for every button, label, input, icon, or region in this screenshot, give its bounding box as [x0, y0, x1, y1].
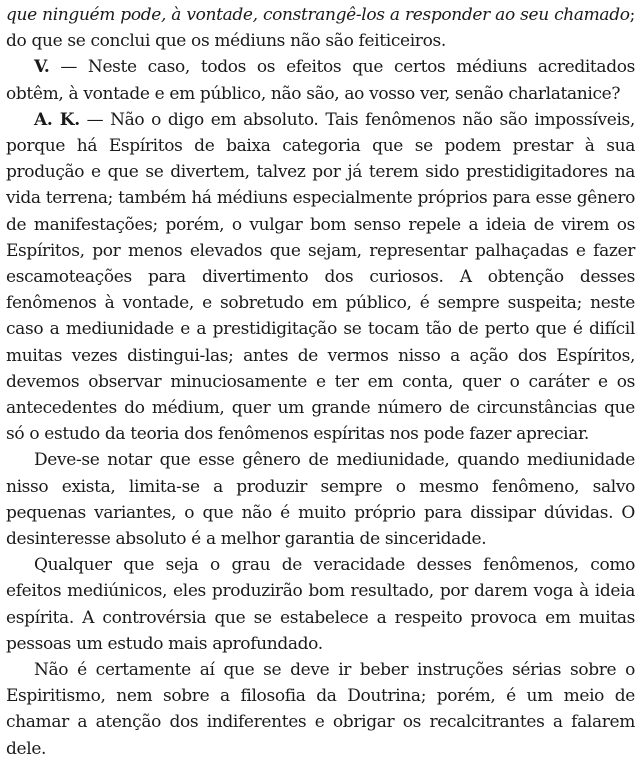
paragraph: Não é certamente aí que se deve ir beber instruções sérias sobre o Espiritismo, nem sobre a filosofia da Doutrina; porém, é um meio de chamar a atenção dos indiferentes e obrigar os recalcitrantes a falarem dele. — [6, 660, 635, 759]
italic-quote-text: que ninguém pode, à vontade, constrangê-los a responder ao seu chamado — [6, 5, 630, 25]
paragraph-text: — Neste caso, todos os efeitos que certos médiuns acreditados obtêm, à vontade e em público, não são, ao vosso ver, senão charlatanice? — [6, 57, 635, 104]
speaker-label: A. K. — [34, 109, 80, 130]
paragraph-text: ; do que se conclui que os médiuns não são feiticeiros. — [6, 5, 635, 52]
speaker-label: V. — [34, 57, 50, 78]
paragraph: Qualquer que seja o grau de veracidade desses fenômenos, como efeitos mediúnicos, eles produzirão bom resultado, por darem voga à ideia espírita. A controvérsia que se estabelece a respeito provoca em muitas pessoas um estudo mais aprofundado. — [6, 555, 635, 654]
dialogue-paragraph-v — [6, 54, 635, 106]
dialogue-paragraph-ak — [6, 107, 635, 448]
paragraph-text: — Não o digo em absoluto. Tais fenômenos não são impossíveis, porque há Espíritos de baixa categoria que se podem prestar à sua produção e que se divertem, talvez por já terem sido prestidigitadores na vida terrena; também há médiuns especialmente próprios para esse gênero de manifestações; porém, o vulgar bom senso repele a ideia de virem os Espíritos, por menos elevados que sejam, representar palhaçadas e fazer escamoteações para divertimento dos curiosos. A obtenção desses fenômenos à vontade, e sobretudo em público, é sempre suspeita; neste caso a mediunidade e a prestidigitação se tocam tão de perto que é difícil muitas vezes distingui-las; antes de vermos nisso a ação dos Espíritos, devemos observar minuciosamente e ter em conta, quer o caráter e os antecedentes do médium, quer um grande número de circunstâncias que só o estudo da teoria dos fenômenos espíritas nos pode fazer apreciar. — [6, 109, 635, 445]
document-page — [6, 2, 635, 762]
paragraph: Deve-se notar que esse gênero de mediunidade, quando mediunidade nisso exista, limita-se a produzir sempre o mesmo fenômeno, salvo pequenas variantes, o que não é muito próprio para dissipar dúvidas. O desinteresse absoluto é a melhor garantia de sinceridade. — [6, 450, 635, 550]
paragraph-continuation — [6, 2, 635, 54]
